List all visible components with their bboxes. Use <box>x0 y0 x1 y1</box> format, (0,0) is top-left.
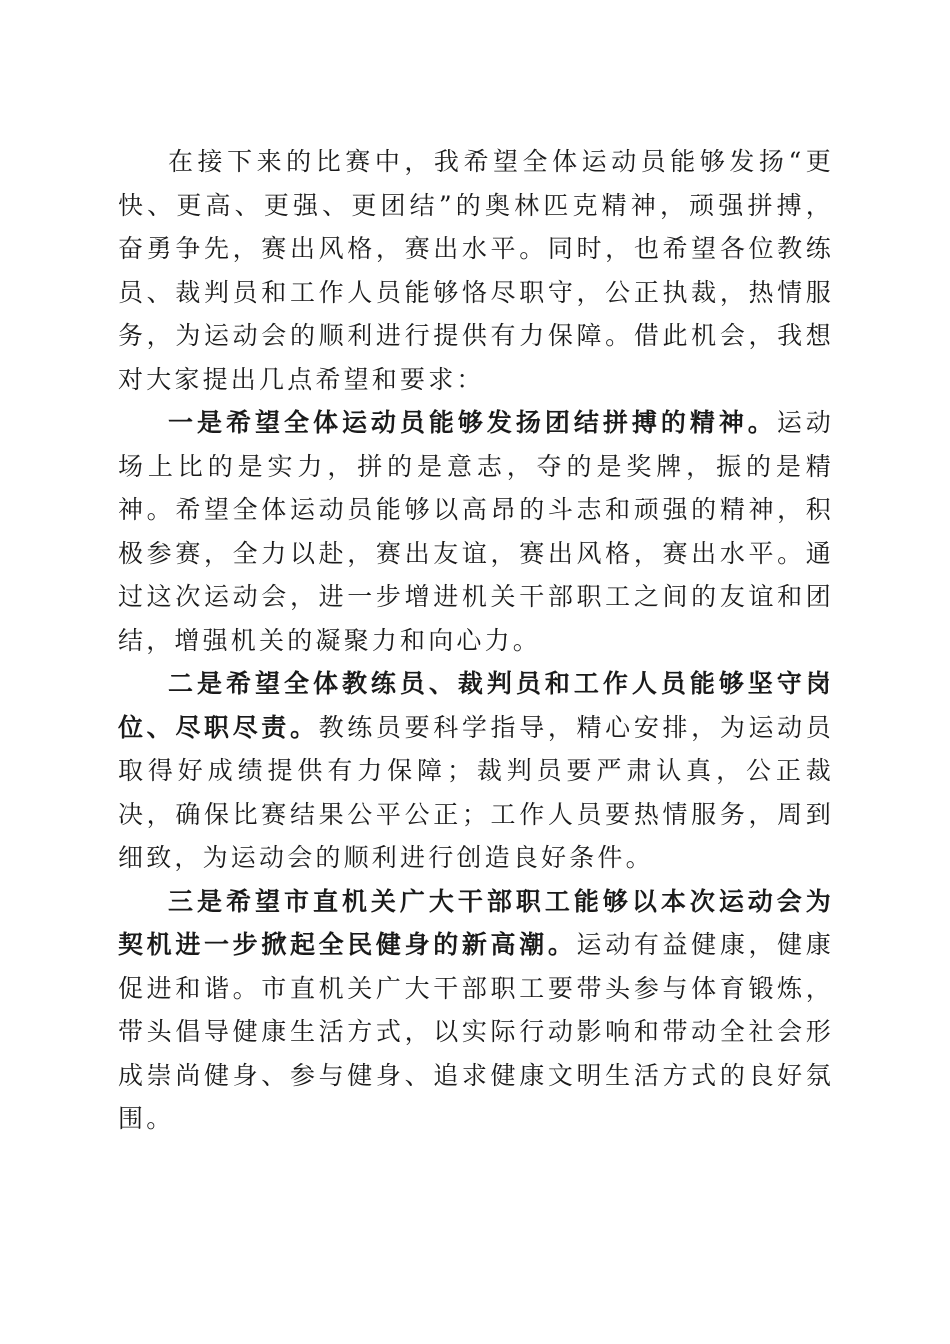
paragraph-point-3 <box>118 880 834 1141</box>
document-body <box>118 140 834 1141</box>
paragraph-text: 教练员要科学指导，精心安排，为运动员取得好成绩提供有力保障；裁判员要严肃认真，公正裁决，确保比赛结果公平公正；工作人员要热情服务，周到细致，为运动会的顺利进行创造良好条件。 <box>118 712 834 872</box>
paragraph-text: 在接下来的比赛中，我希望全体运动员能够发扬“更快、更高、更强、更团结”的奥林匹克精神，顽强拼搏，奋勇争先，赛出风格，赛出水平。同时，也希望各位教练员、裁判员和工作人员能够恪尽职守，公正执裁，热情服务，为运动会的顺利进行提供有力保障。借此机会，我想对大家提出几点希望和要求： <box>118 147 834 394</box>
paragraph-lead: 三是希望市直机关广大干部职工能够以本次运动会为契机进一步掀起全民健身的新高潮。 <box>118 886 834 959</box>
paragraph-point-2 <box>118 662 834 880</box>
paragraph-text: 运动有益健康，健康促进和谐。市直机关广大干部职工要带头参与体育锻炼，带头倡导健康生活方式，以实际行动影响和带动全社会形成崇尚健身、参与健身、追求健康文明生活方式的良好氛围。 <box>118 930 834 1133</box>
paragraph-point-1 <box>118 401 834 662</box>
paragraph-text: 运动场上比的是实力，拼的是意志，夺的是奖牌，振的是精神。希望全体运动员能够以高昂的斗志和顽强的精神，积极参赛，全力以赴，赛出友谊，赛出风格，赛出水平。通过这次运动会，进一步增进机关干部职工之间的友谊和团结，增强机关的凝聚力和向心力。 <box>118 408 835 655</box>
paragraph-lead: 一是希望全体运动员能够发扬团结拼搏的精神。 <box>168 408 777 437</box>
paragraph-lead: 二是希望全体教练员、裁判员和工作人员能够坚守岗位、尽职尽责。 <box>118 669 834 742</box>
paragraph-intro <box>118 140 834 401</box>
